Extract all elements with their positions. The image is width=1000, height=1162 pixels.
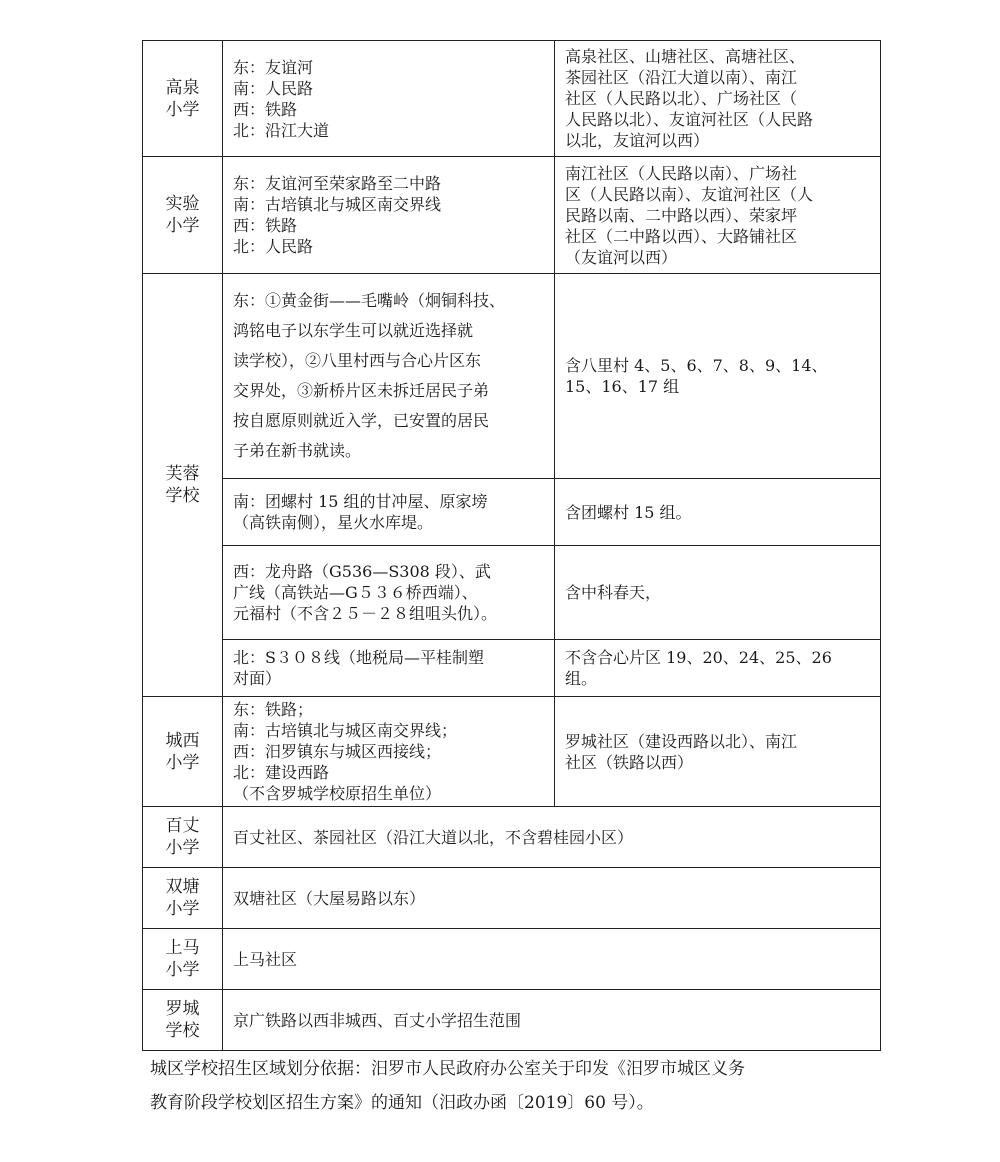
table-row — [143, 41, 881, 157]
table-row — [143, 640, 881, 697]
range-cell: 含八里村 4、5、6、7、8、9、14、 15、16、17 组 — [555, 274, 881, 479]
boundary-cell: 南：团螺村 15 组的甘冲屋、原家塝 （高铁南侧），星火水库堤。 — [223, 479, 555, 546]
footnote-line: 城区学校招生区域划分依据：汨罗市人民政府办公室关于印发《汨罗市城区义务 — [150, 1059, 745, 1079]
table-row — [143, 479, 881, 546]
range-cell: 不含合心片区 19、20、24、25、26 组。 — [555, 640, 881, 697]
table-row — [143, 807, 881, 868]
range-cell: 双塘社区（大屋易路以东） — [223, 868, 881, 929]
table-row — [143, 546, 881, 640]
range-cell: 上马社区 — [223, 929, 881, 990]
boundary-cell: 北：S３０８线（地税局—平桂制塑 对面） — [223, 640, 555, 697]
school-name: 实验 小学 — [143, 157, 223, 274]
school-name: 罗城 学校 — [143, 990, 223, 1051]
table-row — [143, 274, 881, 479]
school-name: 芙蓉 学校 — [143, 274, 223, 697]
table-row — [143, 929, 881, 990]
table-row — [143, 697, 881, 807]
table-row — [143, 157, 881, 274]
boundary-cell: 东：友谊河 南：人民路 西：铁路 北：沿江大道 — [223, 41, 555, 157]
range-cell: 南江社区（人民路以南）、广场社 区（人民路以南）、友谊河社区（人 民路以南、二中路以西）、荣家坪 社区（二中路以西）、大路铺社区 （友谊河以西） — [555, 157, 881, 274]
school-name: 城西 小学 — [143, 697, 223, 807]
school-name: 上马 小学 — [143, 929, 223, 990]
boundary-cell: 东：友谊河至荣家路至二中路 南：古培镇北与城区南交界线 西：铁路 北：人民路 — [223, 157, 555, 274]
range-cell: 高泉社区、山塘社区、高塘社区、 茶园社区（沿江大道以南）、南江 社区（人民路以北）、广场社区（ 人民路以北）、友谊河社区（人民路 以北，友谊河以西） — [555, 41, 881, 157]
boundary-cell: 西：龙舟路（G536—S308 段）、武 广线（高铁站—G５３６桥西端）、 元福村（不含２５－２８组咀头仇）。 — [223, 546, 555, 640]
enrollment-zone-table — [142, 40, 881, 1051]
range-cell: 含团螺村 15 组。 — [555, 479, 881, 546]
footnote — [150, 1052, 870, 1120]
school-name: 高泉 小学 — [143, 41, 223, 157]
boundary-cell: 东：铁路； 南：古培镇北与城区南交界线； 西：汨罗镇东与城区西接线； 北：建设西路 （不含罗城学校原招生单位） — [223, 697, 555, 807]
table-row — [143, 868, 881, 929]
range-cell: 罗城社区（建设西路以北）、南江 社区（铁路以西） — [555, 697, 881, 807]
range-cell: 百丈社区、茶园社区（沿江大道以北，不含碧桂园小区） — [223, 807, 881, 868]
school-name: 双塘 小学 — [143, 868, 223, 929]
range-cell: 含中科春天， — [555, 546, 881, 640]
table-row — [143, 990, 881, 1051]
footnote-line: 教育阶段学校划区招生方案》的通知（汨政办函〔2019〕60 号）。 — [150, 1093, 654, 1113]
boundary-cell: 东：①黄金街——毛嘴岭（炯铜科技、 鸿铭电子以东学生可以就近选择就 读学校），②八里村西与合心片区东 交界处，③新桥片区未拆迁居民子弟 按自愿原则就近入学，已安置的居民 子弟在新书就读。 — [223, 274, 555, 479]
school-name: 百丈 小学 — [143, 807, 223, 868]
range-cell: 京广铁路以西非城西、百丈小学招生范围 — [223, 990, 881, 1051]
